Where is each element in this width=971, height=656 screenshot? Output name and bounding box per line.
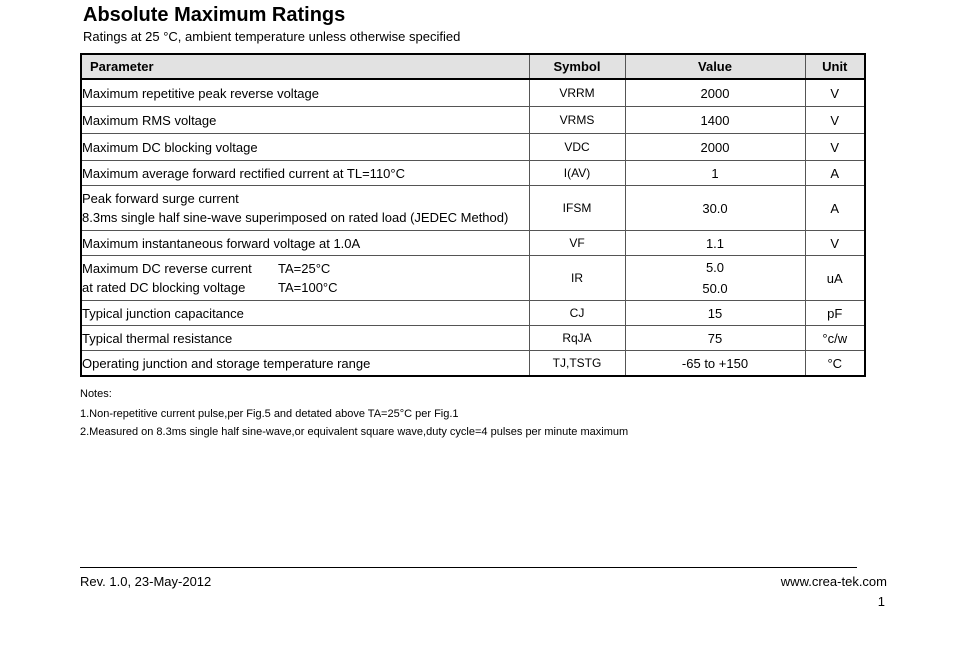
row-value xyxy=(625,256,805,301)
row-value: 1 xyxy=(625,161,805,186)
row-symbol: IFSM xyxy=(529,186,625,231)
row-parameter xyxy=(81,186,529,231)
row-unit: A xyxy=(805,161,865,186)
row-unit: pF xyxy=(805,301,865,326)
row-symbol: TJ,TSTG xyxy=(529,351,625,377)
row-parameter-line1-pair xyxy=(82,259,529,278)
row-unit: °c/w xyxy=(805,326,865,351)
row-unit: V xyxy=(805,134,865,161)
table-row xyxy=(81,134,865,161)
row-parameter: Operating junction and storage temperature range xyxy=(81,351,529,377)
row-symbol: IR xyxy=(529,256,625,301)
row-unit: uA xyxy=(805,256,865,301)
note-item: 2.Measured on 8.3ms single half sine-wave,or equivalent square wave,duty cycle=4 pulses per minute maximum xyxy=(80,426,629,438)
table-row xyxy=(81,351,865,377)
row-parameter: Maximum instantaneous forward voltage at 1.0A xyxy=(81,231,529,256)
row-parameter: Maximum repetitive peak reverse voltage xyxy=(81,79,529,107)
row-symbol: VF xyxy=(529,231,625,256)
row-value-stack xyxy=(626,257,805,299)
column-header-unit: Unit xyxy=(805,54,865,79)
row-parameter-line2-pair xyxy=(82,278,529,297)
row-value: 2000 xyxy=(625,79,805,107)
table-row xyxy=(81,231,865,256)
row-symbol: VRRM xyxy=(529,79,625,107)
table-row xyxy=(81,301,865,326)
row-unit: V xyxy=(805,231,865,256)
row-value: 30.0 xyxy=(625,186,805,231)
row-parameter-line1: Maximum DC reverse current xyxy=(82,261,252,276)
column-header-value: Value xyxy=(625,54,805,79)
notes-section xyxy=(80,385,628,443)
row-value: 15 xyxy=(625,301,805,326)
row-parameter-line1: Peak forward surge current xyxy=(82,191,239,206)
row-value2: 50.0 xyxy=(702,281,728,296)
ratings-table xyxy=(80,53,866,377)
column-header-symbol: Symbol xyxy=(529,54,625,79)
table-row xyxy=(81,161,865,186)
table-header-row xyxy=(81,54,865,79)
row-parameter: Maximum average forward rectified current at TL=110°C xyxy=(81,161,529,186)
page-number: 1 xyxy=(877,594,885,609)
row-parameter: Maximum DC blocking voltage xyxy=(81,134,529,161)
table-row xyxy=(81,186,865,231)
row-symbol: VDC xyxy=(529,134,625,161)
row-value: 1.1 xyxy=(625,231,805,256)
footer-divider xyxy=(80,567,857,568)
row-parameter: Maximum RMS voltage xyxy=(81,107,529,134)
column-header-parameter: Parameter xyxy=(81,54,529,79)
row-value1: 5.0 xyxy=(705,260,725,275)
row-parameter: Typical thermal resistance xyxy=(81,326,529,351)
row-value: 75 xyxy=(625,326,805,351)
table-row xyxy=(81,107,865,134)
footer-website: www.crea-tek.com xyxy=(780,574,887,589)
table-row xyxy=(81,79,865,107)
row-symbol: VRMS xyxy=(529,107,625,134)
table-row xyxy=(81,326,865,351)
row-unit: °C xyxy=(805,351,865,377)
row-value: 1400 xyxy=(625,107,805,134)
row-unit: A xyxy=(805,186,865,231)
note-item: 1.Non-repetitive current pulse,per Fig.5 and detated above TA=25°C per Fig.1 xyxy=(80,407,459,420)
row-parameter-line2: at rated DC blocking voltage xyxy=(82,280,246,295)
row-condition1: TA=25°C xyxy=(278,261,331,276)
row-parameter: Typical junction capacitance xyxy=(81,301,529,326)
row-symbol: I(AV) xyxy=(529,161,625,186)
row-value: -65 to +150 xyxy=(625,351,805,377)
row-value: 2000 xyxy=(625,134,805,161)
row-unit: V xyxy=(805,107,865,134)
footer-revision: Rev. 1.0, 23-May-2012 xyxy=(80,574,212,589)
row-condition2: TA=100°C xyxy=(278,280,338,295)
table-row xyxy=(81,256,865,301)
row-unit: V xyxy=(805,79,865,107)
row-symbol: RqJA xyxy=(529,326,625,351)
row-symbol: CJ xyxy=(529,301,625,326)
page-subtitle: Ratings at 25 °C, ambient temperature unless otherwise specified xyxy=(83,29,461,44)
notes-heading: Notes: xyxy=(80,388,112,400)
page-title: Absolute Maximum Ratings xyxy=(83,4,346,26)
row-parameter xyxy=(81,256,529,301)
row-parameter-line2: 8.3ms single half sine-wave superimposed on rated load (JEDEC Method) xyxy=(82,210,509,225)
